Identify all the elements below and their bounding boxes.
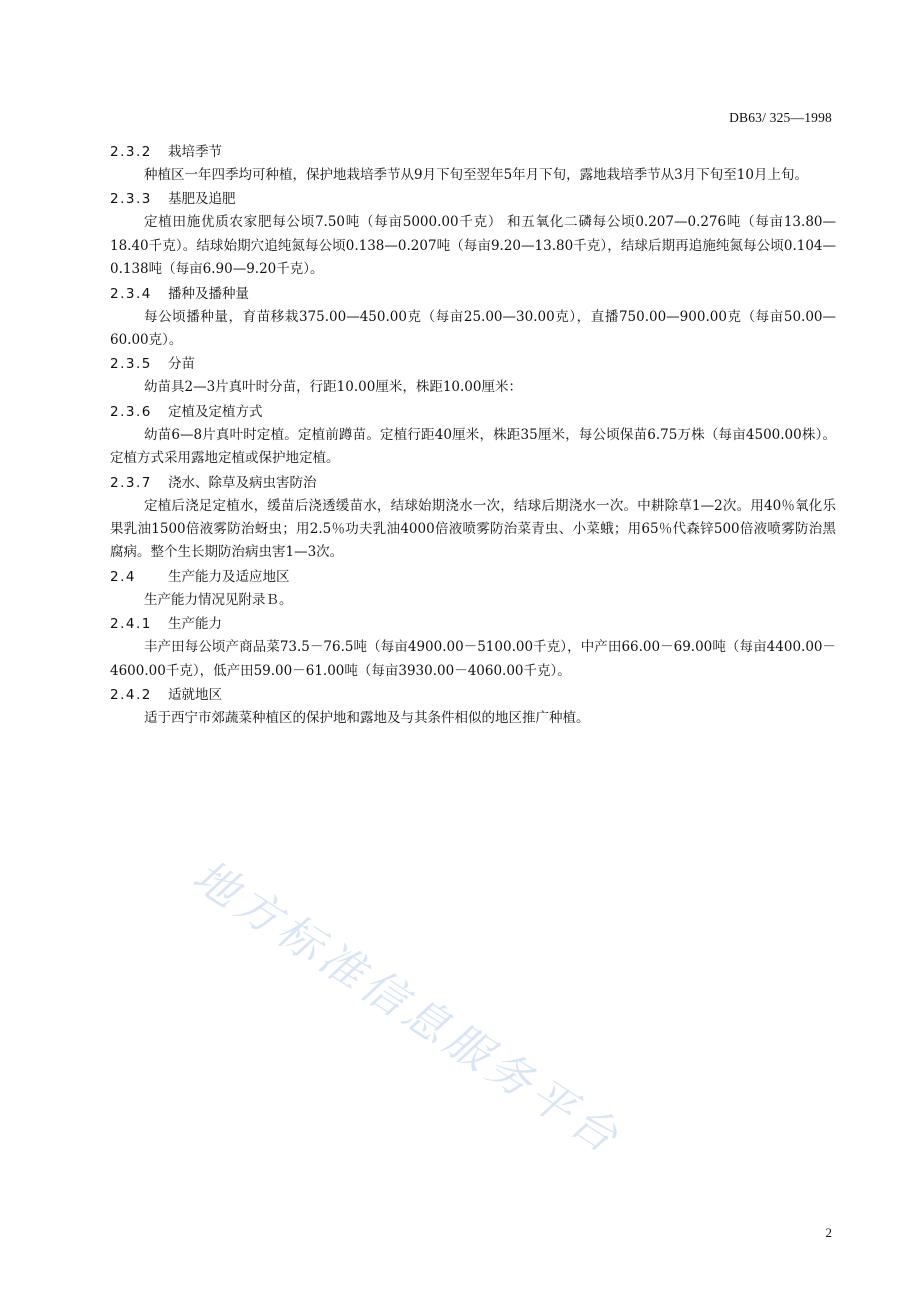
section-paragraph: 每公顷播种量，育苗移栽375.00—450.00克（每亩25.00—30.00克），直播750.00—900.00克（每亩50.00—60.00克）。 bbox=[110, 308, 836, 349]
section-title: 播种及播种量 bbox=[168, 285, 249, 302]
section-heading-2-3-2 bbox=[110, 140, 836, 164]
section-paragraph: 适于西宁市郊蔬菜种植区的保护地和露地及与其条件相似的地区推广种植。 bbox=[144, 710, 590, 727]
section-title: 栽培季节 bbox=[168, 144, 222, 160]
section-number: 2.3.4 bbox=[110, 285, 152, 302]
section-heading-2-4-2 bbox=[110, 683, 836, 707]
section-number: 2.3.6 bbox=[110, 403, 152, 420]
section-number: 2.3.3 bbox=[110, 191, 152, 208]
section-number: 2.3.5 bbox=[110, 356, 152, 373]
section-title: 适就地区 bbox=[168, 687, 222, 704]
document-body bbox=[110, 140, 836, 731]
section-title: 生产能力及适应地区 bbox=[168, 568, 290, 585]
section-heading-2-3-7 bbox=[110, 471, 836, 495]
section-heading-2-3-6 bbox=[110, 400, 836, 424]
section-title: 分苗 bbox=[168, 356, 195, 373]
document-code: DB63/ 325—1998 bbox=[729, 110, 832, 125]
section-number: 2.4.1 bbox=[110, 616, 152, 633]
section-heading-2-3-5 bbox=[110, 352, 836, 376]
section-number: 2.3.2 bbox=[110, 144, 152, 160]
section-heading-2-3-3 bbox=[110, 187, 836, 211]
section-paragraph: 定植后浇足定植水，缓苗后浇透缓苗水，结球始期浇水一次，结球后期浇水一次。中耕除草1—2次。用40％氧化乐果乳油1500倍液雾防治蚜虫；用2.5％功夫乳油4000倍液喷雾防治菜青虫、小菜蛾；用65％代森锌500倍液喷雾防治黑腐病。整个生长期防治病虫害1—3次。 bbox=[110, 497, 836, 561]
section-paragraph: 丰产田每公顷产商品菜73.5－76.5吨（每亩4900.00－5100.00千克），中产田66.00－69.00吨（每亩4400.00－4600.00千克），低产田59.00－61.00吨（每亩3930.00－4060.00千克）。 bbox=[110, 639, 836, 679]
watermark-text: 地方标准信息服务平台 bbox=[183, 850, 631, 1166]
section-number: 2.3.7 bbox=[110, 474, 152, 491]
section-paragraph: 定植田施优质农家肥每公顷7.50吨（每亩5000.00千克） 和五氧化二磷每公顷0.207—0.276吨（每亩13.80—18.40千克）。结球始期穴追纯氮每公顷0.138—0.207吨（每亩9.20—13.80千克），结球后期再追施纯氮每公顷0.104—0.138吨（每亩6.90—9.20千克）。 bbox=[110, 214, 836, 278]
section-heading-2-3-4 bbox=[110, 282, 836, 306]
section-title: 浇水、除草及病虫害防治 bbox=[168, 474, 317, 491]
section-number: 2.4 bbox=[110, 568, 136, 585]
section-heading-2-4-1 bbox=[110, 612, 836, 636]
section-title: 生产能力 bbox=[168, 616, 222, 633]
section-number: 2.4.2 bbox=[110, 687, 152, 704]
page-number: 2 bbox=[825, 1225, 832, 1240]
section-heading-2-4 bbox=[110, 565, 836, 589]
section-paragraph: 幼苗6—8片真叶时定植。定植前蹲苗。定植行距40厘米，株距35厘米，每公顷保苗6.75万株（每亩4500.00株）。定植方式采用露地定植或保护地定植。 bbox=[110, 426, 836, 467]
section-paragraph: 幼苗具2—3片真叶时分苗，行距10.00厘米，株距10.00厘米： bbox=[144, 379, 522, 396]
section-paragraph: 种植区一年四季均可种植，保护地栽培季节从9月下旬至翌年5年月下旬，露地栽培季节从3月下旬至10月上旬。 bbox=[144, 167, 808, 183]
section-title: 定植及定植方式 bbox=[168, 403, 263, 420]
section-paragraph: 生产能力情况见附录Ｂ。 bbox=[144, 591, 293, 608]
section-title: 基肥及追肥 bbox=[168, 191, 236, 208]
